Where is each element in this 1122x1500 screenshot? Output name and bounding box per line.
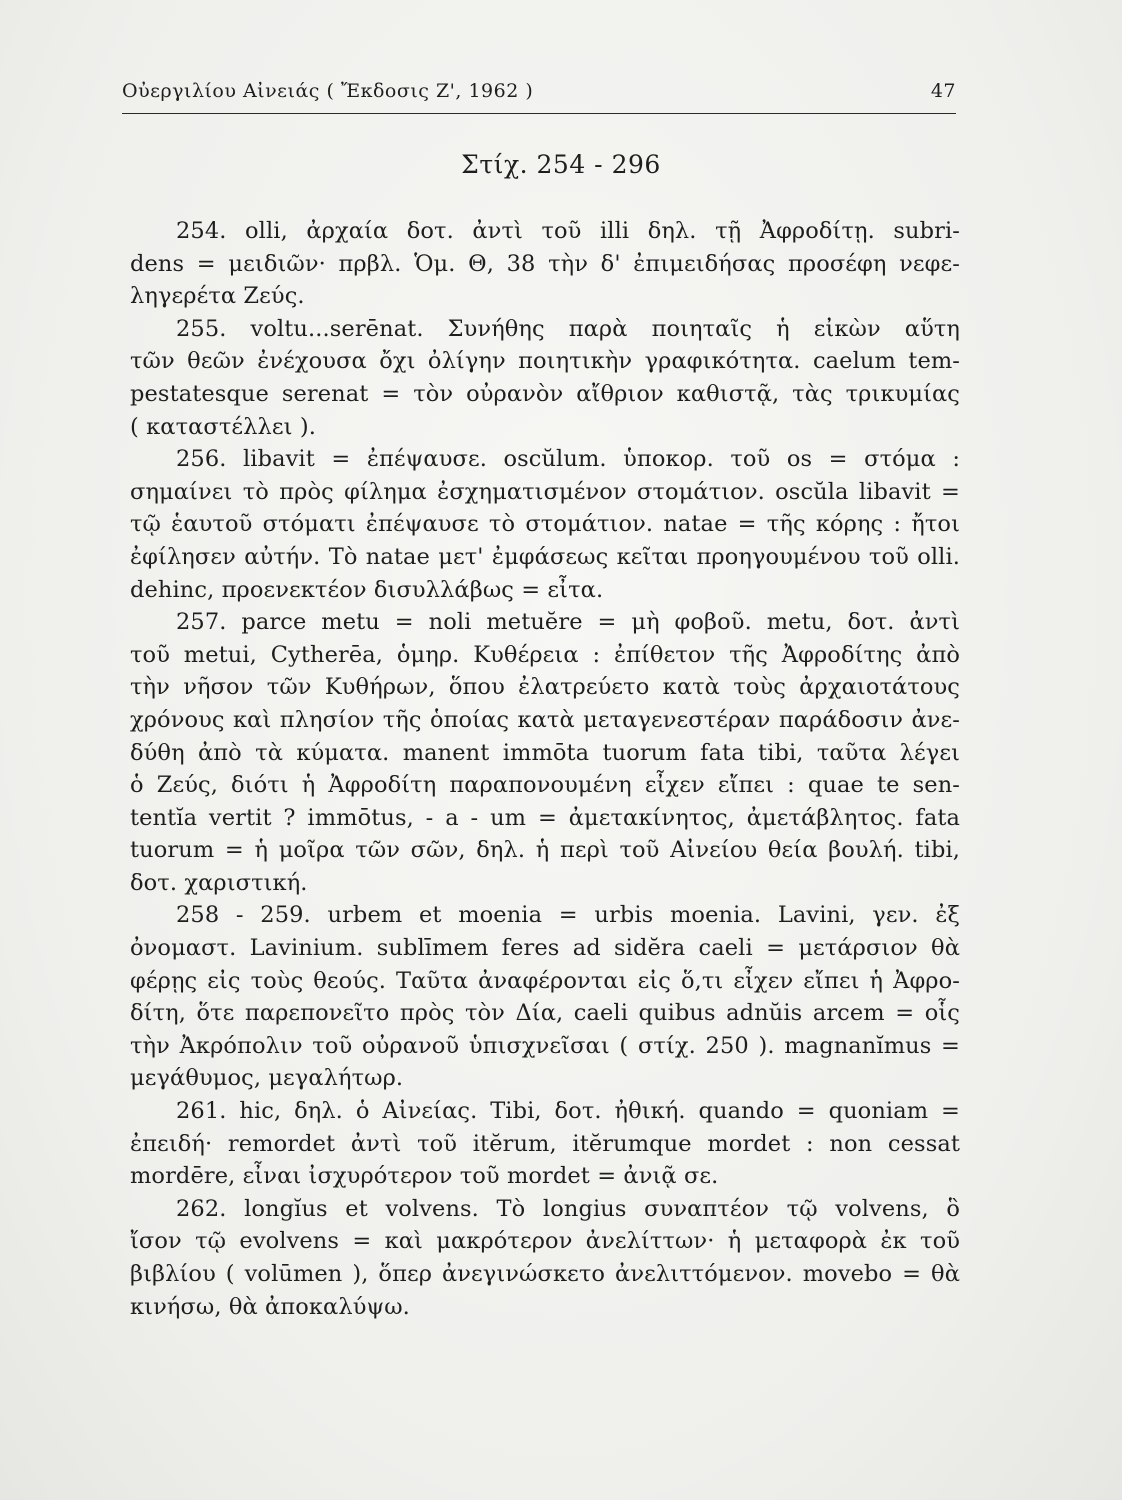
text-line: βιβλίου ( volūmen ), ὅπερ ἀνεγινώσκετο ἀνελιττόμενον. movebo = θὰ — [130, 1261, 960, 1287]
text-line: δίτη, ὅτε παρεπονεῖτο πρὸς τὸν Δία, caeli quibus adnŭis arcem = οἷς — [130, 1000, 960, 1027]
paragraph-first-line: 256. libavit = ἐπέψαυσε. oscŭlum. ὑποκορ. τοῦ os = στόμα : — [176, 446, 960, 473]
text-line: κινήσω, θὰ ἀποκαλύψω. — [130, 1293, 410, 1320]
paragraph-first-line: 262. longĭus et volvens. Τὸ longius συναπτέον τῷ volvens, ὃ — [176, 1195, 960, 1222]
text-line: ἐφίλησεν αὐτήν. Τὸ natae μετ' ἐμφάσεως κεῖται προηγουμένου τοῦ olli. — [130, 543, 960, 570]
running-head — [122, 76, 956, 106]
text-line: φέρῃς εἰς τοὺς θεούς. Ταῦτα ἀναφέρονται εἰς ὅ,τι εἶχεν εἴπει ἡ Ἀφρο- — [130, 967, 960, 994]
text-line: tentĭa vertit ? immōtus, - a - um = ἀμετακίνητος, ἀμετάβλητος. fata — [130, 804, 960, 831]
text-line: μεγάθυμος, μεγαλήτωρ. — [130, 1065, 404, 1092]
text-line: χρόνους καὶ πλησίον τῆς ὁποίας κατὰ μεταγενεστέραν παράδοσιν ἀνε- — [130, 706, 960, 733]
text-line: ὁ Ζεύς, διότι ἡ Ἀφροδίτη παραπονουμένη εἶχεν εἴπει : quae te sen- — [130, 772, 960, 799]
text-line: ( καταστέλλει ). — [130, 413, 316, 440]
text-line: δύθη ἀπὸ τὰ κύματα. manent immōta tuorum fata tibi, ταῦτα λέγει — [130, 739, 960, 766]
paragraph-first-line: 254. olli, ἀρχαία δοτ. ἀντὶ τοῦ illi δηλ. τῇ Ἀφροδίτῃ. subri- — [176, 218, 960, 244]
text-line: dens = μειδιῶν· πρβλ. Ὁμ. Θ, 38 τὴν δ' ἐπιμειδήσας προσέφη νεφε- — [130, 250, 960, 277]
text-line: ἐπειδή· remordet ἀντὶ τοῦ itĕrum, itĕrumque mordet : non cessat — [130, 1130, 960, 1157]
header-rule — [122, 113, 956, 114]
text-line: τοῦ metui, Cytherēa, ὁμηρ. Κυθέρεια : ἐπίθετον τῆς Ἀφροδίτης ἀπὸ — [130, 641, 960, 668]
text-line: τὴν Ἀκρόπολιν τοῦ οὐρανοῦ ὑπισχνεῖσαι ( στίχ. 250 ). magnanĭmus = — [130, 1032, 960, 1059]
text-line: τῷ ἑαυτοῦ στόματι ἐπέψαυσε τὸ στομάτιον. natae = τῆς κόρης : ἤτοι — [130, 511, 960, 538]
text-line: mordēre, εἶναι ἰσχυρότερον τοῦ mordet = ἀνιᾷ σε. — [130, 1163, 719, 1190]
running-title: Οὐεργιλίου Αἰνειάς ( Ἔκδοσις Ζ', 1962 ) — [122, 80, 534, 102]
page-number: 47 — [930, 80, 956, 102]
text-line: σημαίνει τὸ πρὸς φίλημα ἐσχηματισμένον στομάτιον. oscŭla libavit = — [130, 478, 960, 505]
text-line: τῶν θεῶν ἐνέχουσα ὄχι ὀλίγην ποιητικὴν γραφικότητα. caelum tem- — [130, 348, 960, 375]
commentary-body — [130, 215, 960, 1323]
paragraph-first-line: 261. hic, δηλ. ὁ Αἰνείας. Tibi, δοτ. ἠθική. quando = quoniam = — [176, 1098, 960, 1125]
text-line: pestatesque serenat = τὸν οὐρανὸν αἴθριον καθιστᾷ, τὰς τρικυμίας — [130, 380, 960, 407]
text-line: tuorum = ἡ μοῖρα τῶν σῶν, δηλ. ἡ περὶ τοῦ Αἰνείου θεία βουλή. tibi, — [130, 837, 960, 864]
text-line: δοτ. χαριστική. — [130, 869, 308, 896]
paragraph-first-line: 255. voltu...serēnat. Συνήθης παρὰ ποιηταῖς ἡ εἰκὼν αὕτη — [176, 315, 960, 342]
paragraph-first-line: 258 - 259. urbem et moenia = urbis moenia. Lavini, γεν. ἐξ — [176, 902, 960, 929]
text-line: ὀνομαστ. Lavinium. sublīmem feres ad sidĕra caeli = μετάρσιον θὰ — [130, 935, 960, 962]
text-line: dehinc, προενεκτέον δισυλλάβως = εἶτα. — [130, 576, 604, 603]
paragraph-first-line: 257. parce metu = noli metuĕre = μὴ φοβοῦ. metu, δοτ. ἀντὶ — [176, 609, 960, 636]
text-line: τὴν νῆσον τῶν Κυθήρων, ὅπου ἐλατρεύετο κατὰ τοὺς ἀρχαιοτάτους — [130, 674, 960, 701]
text-line: ἴσον τῷ evolvens = καὶ μακρότερον ἀνελίττων· ἡ μεταφορὰ ἐκ τοῦ — [130, 1228, 960, 1255]
section-heading: Στίχ. 254 - 296 — [461, 150, 661, 179]
text-line: ληγερέτα Ζεύς. — [130, 283, 305, 310]
